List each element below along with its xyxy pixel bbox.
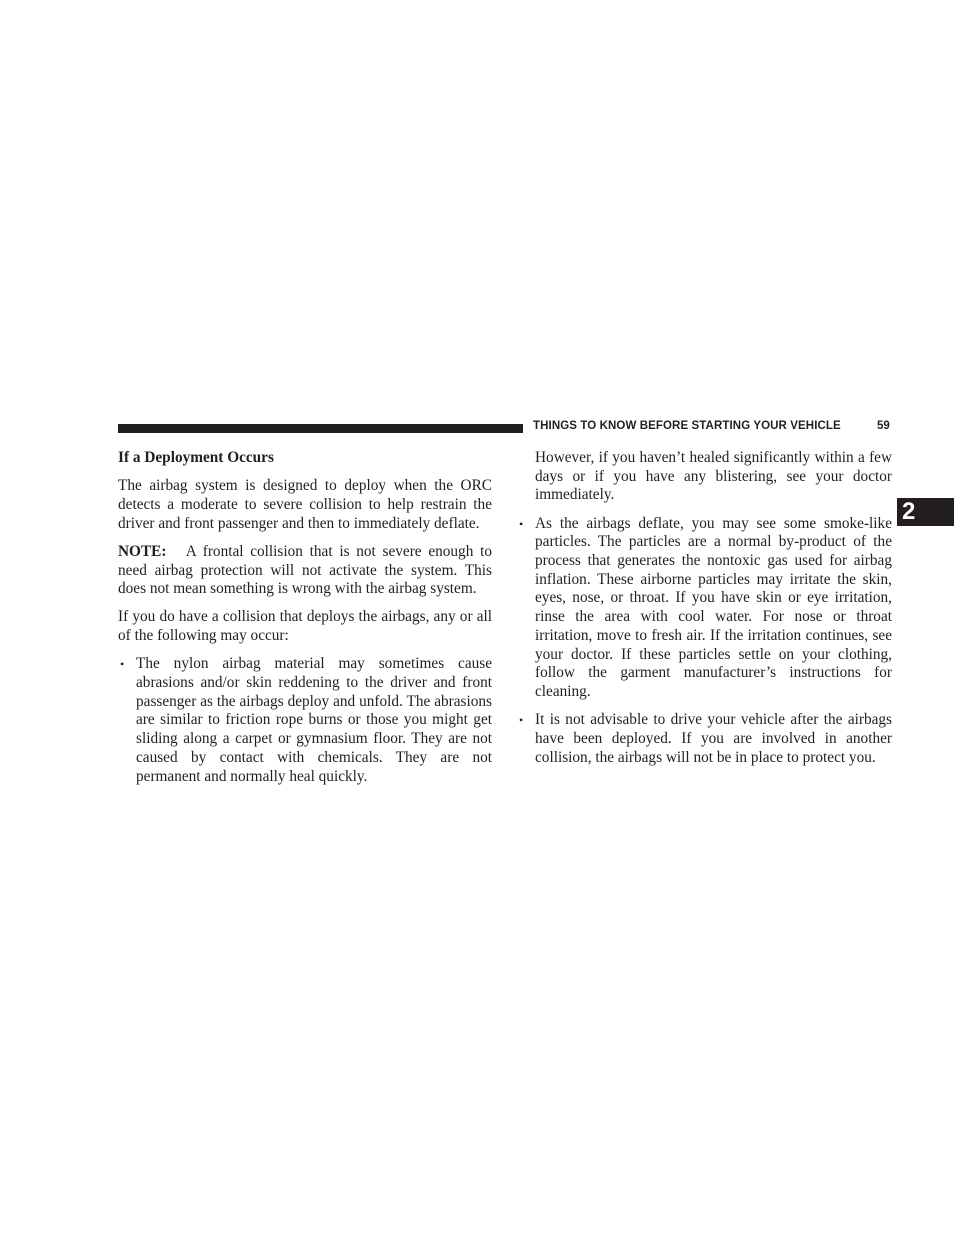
list-item [118,655,492,786]
left-column [118,449,492,796]
note-text: A frontal collision that is not severe enough to need airbag protection will not activate the system. This does not mean something is wrong with the airbag system. [118,542,492,598]
effects-list-continued [517,515,892,768]
right-column [517,449,892,777]
list-item [517,711,892,767]
header-rule [118,424,523,433]
effects-list [118,655,492,786]
chapter-tab: 2 [897,498,954,526]
running-header-title: THINGS TO KNOW BEFORE STARTING YOUR VEHICLE [533,420,841,432]
list-item-text: It is not advisable to drive your vehicle after the airbags have been deployed. If you are involved in another collision, the airbags will not be in place to protect you. [535,711,892,766]
list-item-text: As the airbags deflate, you may see some smoke-like particles. The particles are a normal by-product of the process that generates the nontoxic gas used for airbag inflation. These airborne particles may irritate the skin, eyes, nose, or throat. If you have skin or eye irritation, rinse the area with cool water. For nose or throat irritation, move to fresh air. If the irritation continues, see your doctor. If these particles settle on your clothing, follow the garment manufacturer’s instructions for cleaning. [535,514,892,700]
list-item-text: The nylon airbag material may sometimes cause abrasions and/or skin reddening to the driver and front passenger as the airbags deploy and unfold. The abrasions are similar to friction rope burns or those you might get sliding along a carpet or gymnasium floor. They are not caused by contact with chemicals. They are not permanent and normally heal quickly. [136,655,492,785]
intro-paragraph: The airbag system is designed to deploy when the ORC detects a moderate to severe collision to help restrain the driver and front passenger and then to immediately deflate. [118,477,492,532]
bullet-icon: • [519,713,524,728]
bullet-icon: • [120,657,125,672]
note-label: NOTE: [118,542,167,560]
section-heading: If a Deployment Occurs [118,449,274,466]
bullet-icon: • [519,516,524,531]
list-item-continuation: However, if you haven’t healed significantly within a few days or if you have any blistering, see your doctor immediately. [535,449,892,504]
list-item [517,515,892,702]
collision-paragraph: If you do have a collision that deploys the airbags, any or all of the following may occur: [118,608,492,645]
page-number: 59 [877,420,890,432]
note-paragraph [118,543,492,599]
